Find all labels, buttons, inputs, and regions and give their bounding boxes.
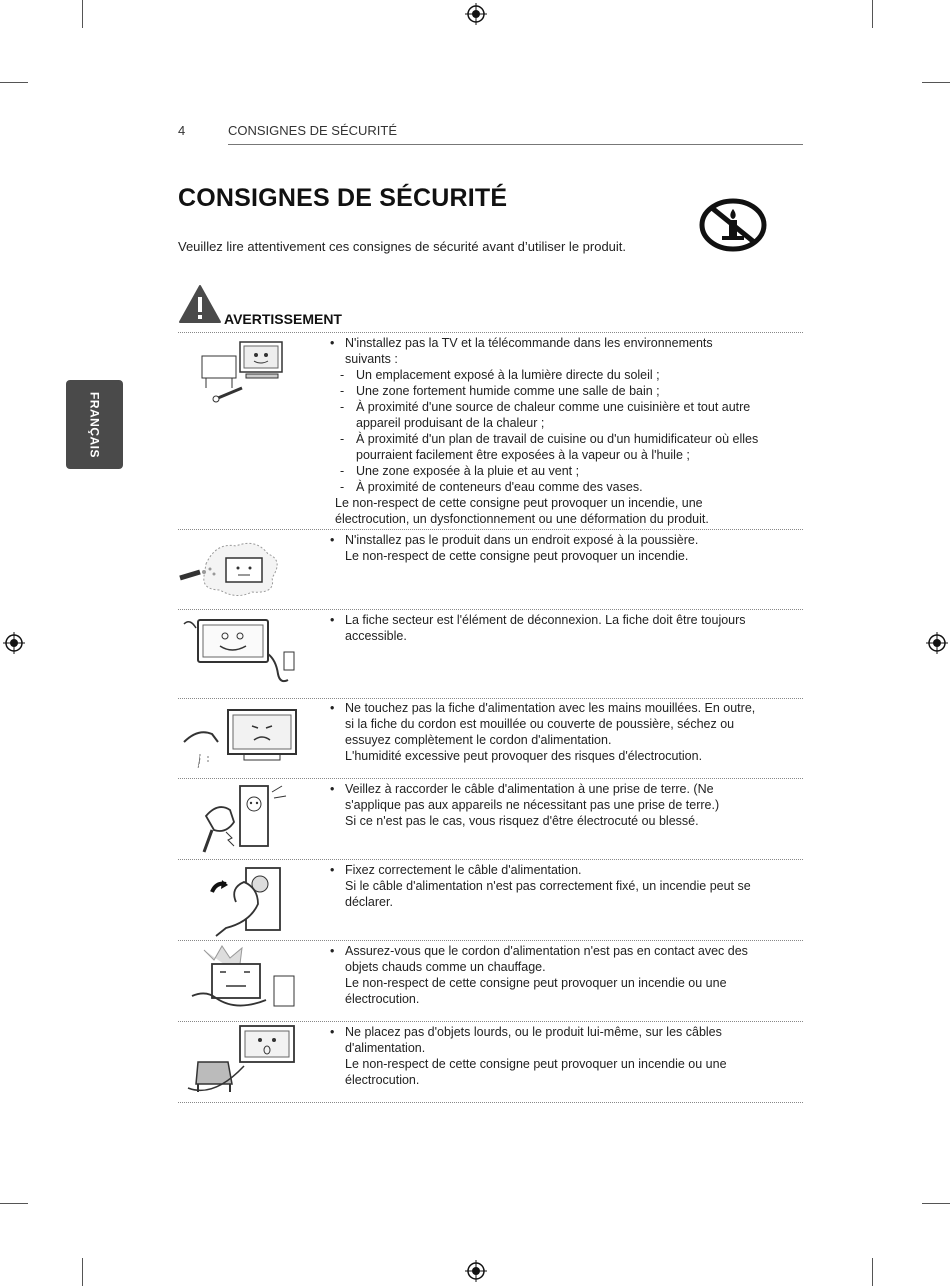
registration-mark-icon [926, 632, 948, 654]
warning-item-wet-hands: • Ne touchez pas la fiche d'alimentation avec les mains mouillées. En outre, si la fiche du cordon est mouillée ou couverte de poussière, séchez ou essuyez complètement le cordon d'alimentation. L'humidité excessive peut provoquer des risques d'électrocution. [330, 701, 756, 763]
warning-label: AVERTISSEMENT [224, 311, 342, 327]
section-divider [178, 698, 803, 699]
header-divider [228, 144, 803, 145]
warning-item-plug-disconnect: • La fiche secteur est l'élément de déconnexion. La fiche doit être toujours accessible. [330, 613, 746, 643]
plug-secure-illustration [206, 862, 286, 938]
heater-cord-illustration [186, 942, 300, 1018]
warning-item-dust: • N'installez pas le produit dans un endroit exposé à la poussière. Le non-respect de cette consigne peut provoquer un incendie. [330, 533, 699, 563]
section-divider [178, 332, 803, 333]
language-tab [66, 380, 123, 469]
registration-mark-icon [465, 1260, 487, 1282]
dust-illustration [176, 534, 286, 600]
plug-disconnect-illustration [180, 614, 300, 686]
section-divider [178, 940, 803, 941]
ground-outlet-illustration [196, 782, 292, 856]
wet-hands-illustration [178, 702, 310, 774]
section-divider [178, 859, 803, 860]
page-title: CONSIGNES DE SÉCURITÉ [178, 184, 508, 212]
section-divider [178, 529, 803, 530]
page-number: 4 [178, 123, 186, 138]
warning-item-grounding: • Veillez à raccorder le câble d'alimentation à une prise de terre. (Ne s'applique pas aux appareils ne nécessitant pas une prise de terre.) Si ce n'est pas le cas, vous risquez d'être électrocuté ou blessé. [330, 782, 720, 828]
tv-environment-illustration [196, 338, 288, 408]
registration-mark-icon [465, 3, 487, 25]
section-divider [178, 609, 803, 610]
section-divider [178, 1102, 803, 1103]
language-tab-label: FRANÇAIS [87, 391, 102, 458]
warning-item-cord-secure: • Fixez correctement le câble d'alimentation. Si le câble d'alimentation n'est pas correctement fixé, un incendie peut se déclarer. [330, 863, 751, 909]
section-divider [178, 778, 803, 779]
no-open-flame-icon [698, 196, 768, 254]
intro-text: Veuillez lire attentivement ces consignes de sécurité avant d’utiliser le produit. [178, 239, 627, 254]
registration-mark-icon [3, 632, 25, 654]
running-title: CONSIGNES DE SÉCURITÉ [228, 123, 398, 138]
warning-triangle-icon [178, 284, 222, 324]
warning-item-environments: • N'installez pas la TV et la télécommande dans les environnements suivants : - Un emplacement exposé à la lumière directe du soleil ; - Une zone fortement humide comme une salle de bain ; - À proximité d'une source de chaleur comme une cuisinière et tout autre appareil produisant de la chaleur ; - À proximité d'un plan de travail de cuisine ou d'un humidificateur où elles pourraient facilement être exposées à la vapeur ou à l'huile ; - Une zone exposée à la pluie et au vent ; - À proximité de conteneurs d'eau comme des vases. Le non-respect de cette consigne peut provoquer un incendie, une électrocution, un dysfonctionnement ou une déformation du produit. [330, 336, 759, 526]
warning-item-heat-source: • Assurez-vous que le cordon d'alimentation n'est pas en contact avec des objets chauds comme un chauffage. Le non-respect de cette consigne peut provoquer un incendie ou une électrocution. [330, 944, 748, 1006]
warning-item-heavy-objects: • Ne placez pas d'objets lourds, ou le produit lui-même, sur les câbles d'alimentation. Le non-respect de cette consigne peut provoquer un incendie ou une électrocution. [330, 1025, 727, 1087]
heavy-object-cord-illustration [184, 1022, 300, 1100]
